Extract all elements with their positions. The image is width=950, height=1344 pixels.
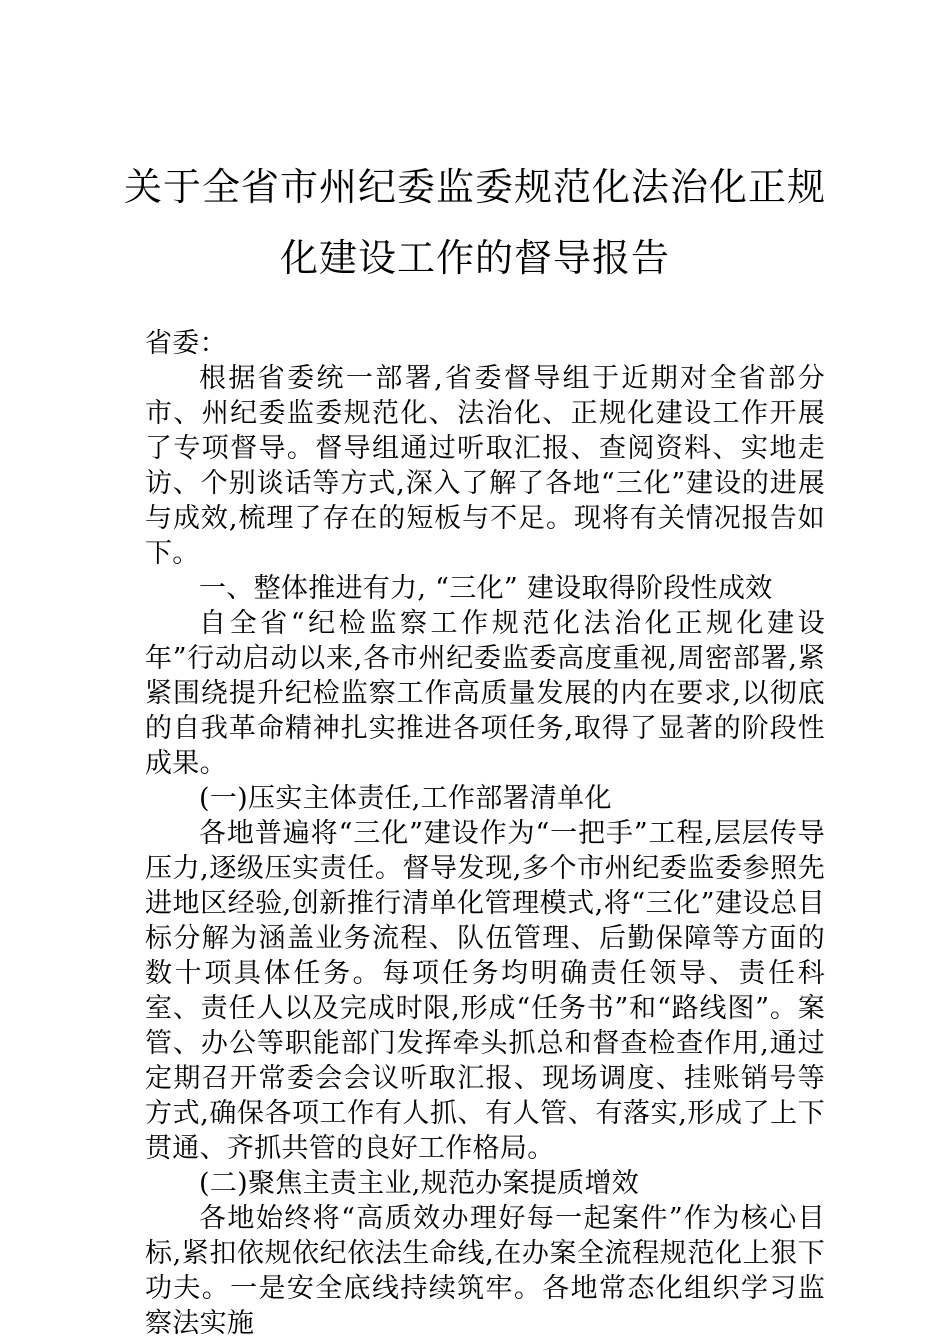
paragraph-subsection-1: 各地普遍将“三化”建设作为“一把手”工程,层层传导压力,逐级压实责任。督导发现,多个市州纪委监委参照先进地区经验,创新推行清单化管理模式,将“三化”建设总目标分解为涵盖业务流程、队伍管理、后勤保障等方面的数十项具体任务。每项任务均明确责任领导、责任科室、责任人以及完成时限,形成“任务书”和“路线图”。案管、办公等职能部门发挥牵头抓总和督查检查作用,通过定期召开常委会会议听取汇报、现场调度、挂账销号等方式,确保各项工作有人抓、有人管、有落实,形成了上下贯通、齐抓共管的良好工作格局。 [145,818,825,1164]
document-title-line-2: 化建设工作的督导报告 [279,236,670,280]
paragraph-intro: 根据省委统一部署,省委督导组于近期对全省部分市、州纪委监委规范化、法治化、正规化建设工作开展了专项督导。督导组通过听取汇报、查阅资料、实地走访、个别谈话等方式,深入了解了各地“三化”建设的进展与成效,梳理了存在的短板与不足。现将有关情况报告如下。 [145,363,825,569]
document-title-line-1: 关于全省市州纪委监委规范化法治化正规 [123,165,826,209]
subsection-heading-2: (二)聚焦主责主业,规范办案提质增效 [199,1168,640,1199]
salutation: 省委： [145,328,227,359]
section-heading-1: 一、整体推进有力, “三化” 建设取得阶段性成效 [199,573,773,604]
paragraph-subsection-2: 各地始终将“高质效办理好每一起案件”作为核心目标,紧扣依规依纪依法生命线,在办案全流程规范化上狠下功夫。一是安全底线持续筑牢。各地常态化组织学习监察法实施 [145,1203,825,1339]
paragraph-section-1: 自全省“纪检监察工作规范化法治化正规化建设年”行动启动以来,各市州纪委监委高度重视,周密部署,紧紧围绕提升纪检监察工作高质量发展的内在要求,以彻底的自我革命精神扎实推进各项任务,取得了显著的阶段性成果。 [145,608,825,779]
subsection-heading-1: (一)压实主体责任,工作部署清单化 [199,783,612,814]
document-body [145,326,825,1341]
